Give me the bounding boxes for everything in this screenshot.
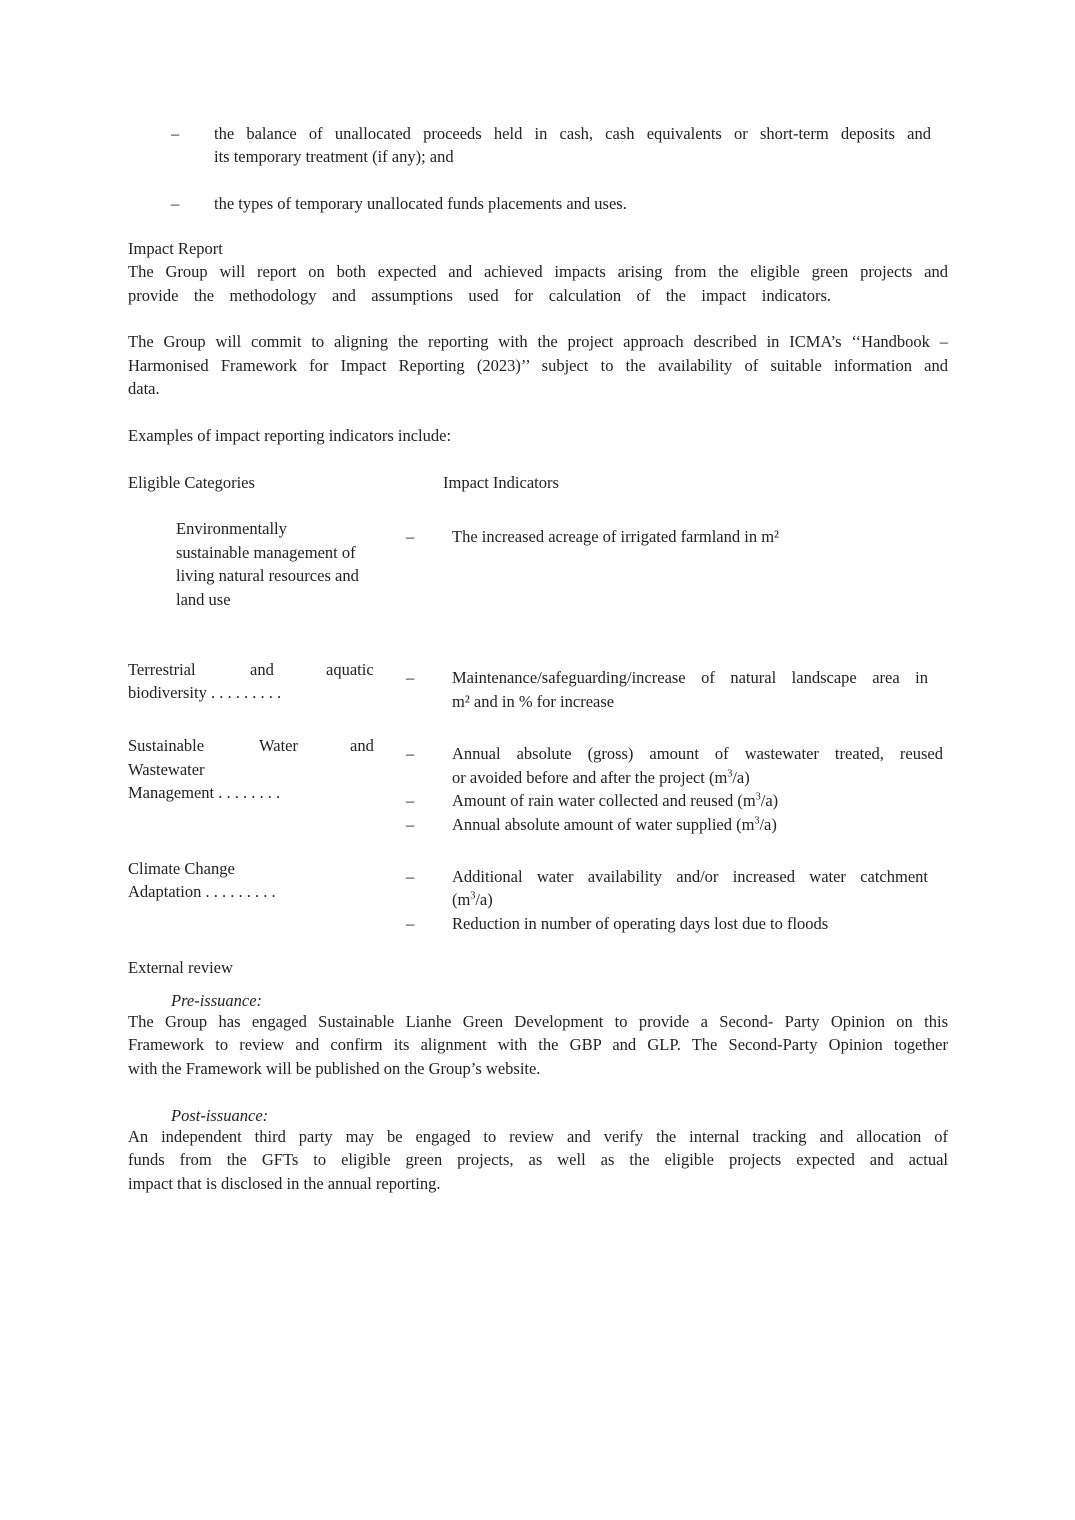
category-line: land use [176,590,231,609]
indicator-dash: – [406,744,415,763]
paragraph-line: Harmonised Framework for Impact Reporting (2023)’’ subject to the availability of suitable information and [128,356,948,375]
indicator-line: Additional water availability and/or increased water catchment [452,867,928,886]
paragraph-line: impact that is disclosed in the annual reporting. [128,1174,441,1193]
category-word: and [350,736,374,755]
paragraph-line: Framework to review and confirm its alignment with the GBP and GLP. The Second-Party Opinion together [128,1035,948,1054]
category-line: Adaptation . . . . . . . . . [128,882,276,901]
paragraph-line: funds from the GFTs to eligible green projects, as well as the eligible projects expected and actual [128,1150,948,1169]
bullet-line: its temporary treatment (if any); and [214,147,454,166]
category-word: and [250,660,274,679]
indicator-dash: – [406,791,415,810]
post-issuance-label: Post-issuance: [171,1106,269,1125]
category-word: Sustainable [128,736,205,755]
indicator-line: The increased acreage of irrigated farmland in m² [452,527,779,546]
paragraph-line: The Group will commit to aligning the reporting with the project approach described in ICMA’s ‘‘Handbook – [128,332,948,351]
category-line: sustainable management of [176,543,356,562]
indicator-line: Reduction in number of operating days lost due to floods [452,914,829,933]
indicator-line: Annual absolute amount of water supplied $(m^3/a)$ [452,815,777,834]
table-header-impact-indicators: Impact Indicators [443,473,559,492]
category-word: aquatic [326,660,374,679]
category-line: Climate Change [128,859,235,878]
category-line: Environmentally [176,519,287,538]
paragraph-line: An independent third party may be engaged to review and verify the internal tracking and allocation of [128,1127,948,1146]
indicator-line: Amount of rain water collected and reused $(m^3/a)$ [452,791,779,810]
paragraph-line: data. [128,379,160,398]
bullet-line: the types of temporary unallocated funds placements and uses. [214,194,627,213]
category-line: Wastewater [128,760,205,779]
category-word: Terrestrial [128,660,196,679]
category-line: Management . . . . . . . . [128,783,281,802]
examples-intro: Examples of impact reporting indicators include: [128,426,452,445]
indicator-dash: – [406,867,415,886]
section-heading-impact-report: Impact Report [128,239,223,258]
pre-issuance-label: Pre-issuance: [171,991,263,1010]
indicator-dash: – [406,914,415,933]
bullet-dash: – [171,124,180,143]
paragraph-line: The Group will report on both expected and achieved impacts arising from the eligible green projects and [128,262,948,281]
table-header-eligible-categories: Eligible Categories [128,473,255,492]
paragraph-line: The Group has engaged Sustainable Lianhe Green Development to provide a Second- Party Opinion on this [128,1012,948,1031]
indicator-dash: – [406,815,415,834]
indicator-line: Maintenance/safeguarding/increase of natural landscape area in [452,668,928,687]
category-word: Water [259,736,298,755]
indicator-line: m² and in % for increase [452,692,615,711]
indicator-line: Annual absolute (gross) amount of wastewater treated, reused [452,744,943,763]
bullet-line: the balance of unallocated proceeds held in cash, cash equivalents or short-term deposits and [214,124,931,143]
paragraph-line: with the Framework will be published on the Group’s website. [128,1059,541,1078]
indicator-line: $(m^3/a)$ [452,890,493,909]
indicator-dash: – [406,668,415,687]
section-heading-external-review: External review [128,958,233,977]
category-line: living natural resources and [176,566,359,585]
paragraph-line: provide the methodology and assumptions used for calculation of the impact indicators. [128,286,831,305]
bullet-dash: – [171,194,180,213]
category-line: biodiversity . . . . . . . . . [128,683,282,702]
indicator-line: or avoided before and after the project $(m^3/a)$ [452,768,750,787]
indicator-dash: – [406,527,415,546]
